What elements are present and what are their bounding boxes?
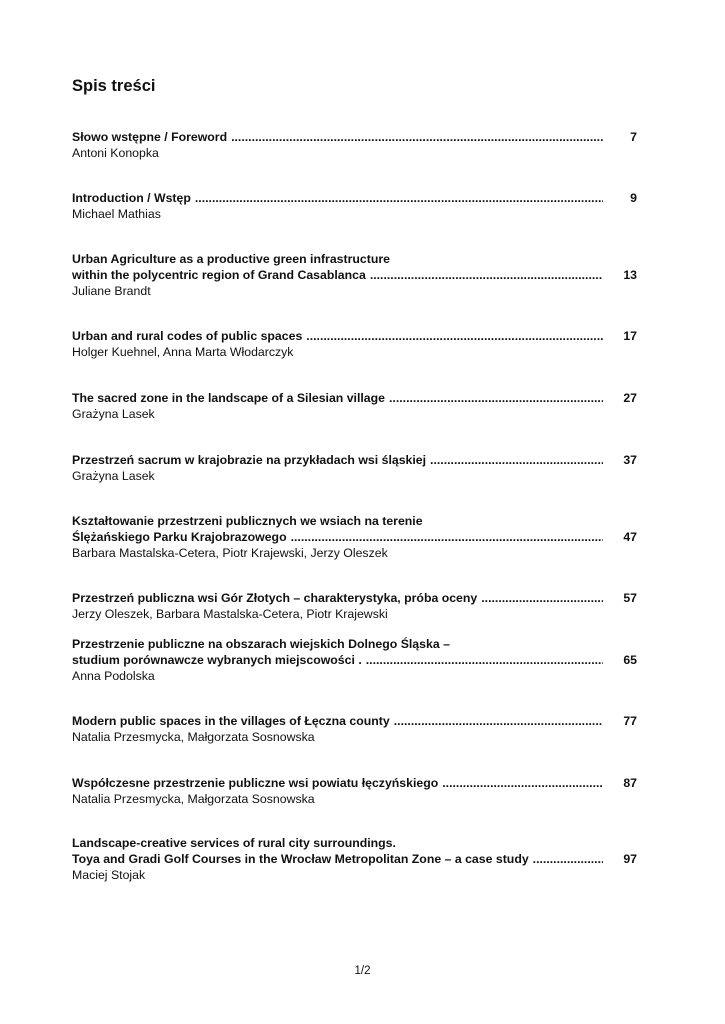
toc-entry	[72, 590, 637, 622]
toc-entry-title-line	[72, 775, 637, 791]
toc-entry-title-line	[72, 390, 637, 406]
toc-page-number: 13	[623, 268, 637, 282]
toc-page-number: 77	[623, 714, 637, 728]
toc-entry	[72, 775, 637, 807]
dot-leader	[306, 328, 603, 344]
toc-page-number: 65	[623, 653, 637, 667]
toc-entry-title: Słowo wstępne / Foreword	[72, 130, 228, 144]
toc-entry-authors: Grażyna Lasek	[72, 407, 155, 421]
page-title: Spis treści	[72, 77, 156, 95]
toc-entry-authors: Antoni Konopka	[72, 146, 159, 160]
toc-entry-title: Modern public spaces in the villages of Łęczna county	[72, 714, 390, 728]
toc-entry-title: studium porównawcze wybranych miejscowości .	[72, 653, 362, 667]
toc-entry-title-line	[72, 590, 637, 606]
toc-entry-title: Toya and Gradi Golf Courses in the Wrocław Metropolitan Zone – a case study	[72, 852, 529, 866]
toc-entry	[72, 129, 637, 161]
toc-entry-title: The sacred zone in the landscape of a Silesian village	[72, 391, 385, 405]
toc-page-number: 37	[623, 453, 637, 467]
toc-entry-authors: Juliane Brandt	[72, 284, 151, 298]
dot-leader	[481, 590, 603, 606]
toc-entry-title-line	[72, 129, 637, 145]
toc-entry-title-line	[72, 452, 637, 468]
dot-leader	[533, 851, 603, 867]
toc-entry-authors: Anna Podolska	[72, 669, 155, 683]
toc-entry	[72, 835, 637, 883]
toc-entry-title: Introduction / Wstęp	[72, 191, 191, 205]
toc-page-number: 87	[623, 776, 637, 790]
toc-entry-title-line	[72, 190, 637, 206]
toc-entry-title: Kształtowanie przestrzeni publicznych we wsiach na terenie	[72, 514, 423, 528]
toc-entry-authors: Natalia Przesmycka, Małgorzata Sosnowska	[72, 792, 315, 806]
toc-page-number: 7	[630, 130, 637, 144]
toc-entry-title-line	[72, 267, 637, 283]
toc-entry-title-line	[72, 328, 637, 344]
toc-entry-title-line	[72, 851, 637, 867]
toc-entry-title-line	[72, 652, 637, 668]
toc-entry-title: Współczesne przestrzenie publiczne wsi powiatu łęczyńskiego	[72, 776, 439, 790]
toc-entry	[72, 513, 637, 561]
toc-page-number: 27	[623, 391, 637, 405]
dot-leader	[370, 267, 603, 283]
toc-entry-authors: Grażyna Lasek	[72, 469, 155, 483]
toc-entry-title: Urban Agriculture as a productive green infrastructure	[72, 252, 390, 266]
toc-entry	[72, 452, 637, 484]
toc-entry-authors: Natalia Przesmycka, Małgorzata Sosnowska	[72, 730, 315, 744]
page-number-footer: 1/2	[354, 965, 371, 977]
dot-leader	[442, 775, 603, 791]
toc-entry-title: within the polycentric region of Grand Casablanca	[72, 268, 366, 282]
toc-entry-authors: Jerzy Oleszek, Barbara Mastalska-Cetera, Piotr Krajewski	[72, 607, 388, 621]
toc-entry	[72, 713, 637, 745]
toc-entry	[72, 251, 637, 299]
dot-leader	[231, 129, 603, 145]
toc-page-number: 9	[630, 191, 637, 205]
toc-page-number: 97	[623, 852, 637, 866]
toc-entry-authors: Barbara Mastalska-Cetera, Piotr Krajewski, Jerzy Oleszek	[72, 546, 388, 560]
toc-page-number: 47	[623, 530, 637, 544]
toc-entry-title-line	[72, 713, 637, 729]
toc-page-number: 57	[623, 591, 637, 605]
toc-entry	[72, 390, 637, 422]
dot-leader	[389, 390, 603, 406]
dot-leader	[394, 713, 603, 729]
toc-entry	[72, 190, 637, 222]
toc-entry-title: Ślężańskiego Parku Krajobrazowego	[72, 530, 287, 544]
toc-page-number: 17	[623, 329, 637, 343]
toc-entry-title: Przestrzenie publiczne na obszarach wiejskich Dolnego Śląska –	[72, 637, 450, 651]
toc-entry-title: Landscape-creative services of rural city surroundings.	[72, 836, 396, 850]
dot-leader	[195, 190, 603, 206]
toc-entry-title: Przestrzeń publiczna wsi Gór Złotych – charakterystyka, próba oceny	[72, 591, 478, 605]
toc-entry-title: Urban and rural codes of public spaces	[72, 329, 303, 343]
dot-leader	[291, 529, 603, 545]
dot-leader	[430, 452, 603, 468]
toc-entry-authors: Maciej Stojak	[72, 868, 146, 882]
toc-entry-authors: Michael Mathias	[72, 207, 161, 221]
toc-entry	[72, 636, 637, 684]
dot-leader	[366, 652, 603, 668]
toc-entry	[72, 328, 637, 360]
toc-entry-authors: Holger Kuehnel, Anna Marta Włodarczyk	[72, 345, 294, 359]
toc-entry-title-line	[72, 529, 637, 545]
toc-entry-title: Przestrzeń sacrum w krajobrazie na przykładach wsi śląskiej	[72, 453, 427, 467]
